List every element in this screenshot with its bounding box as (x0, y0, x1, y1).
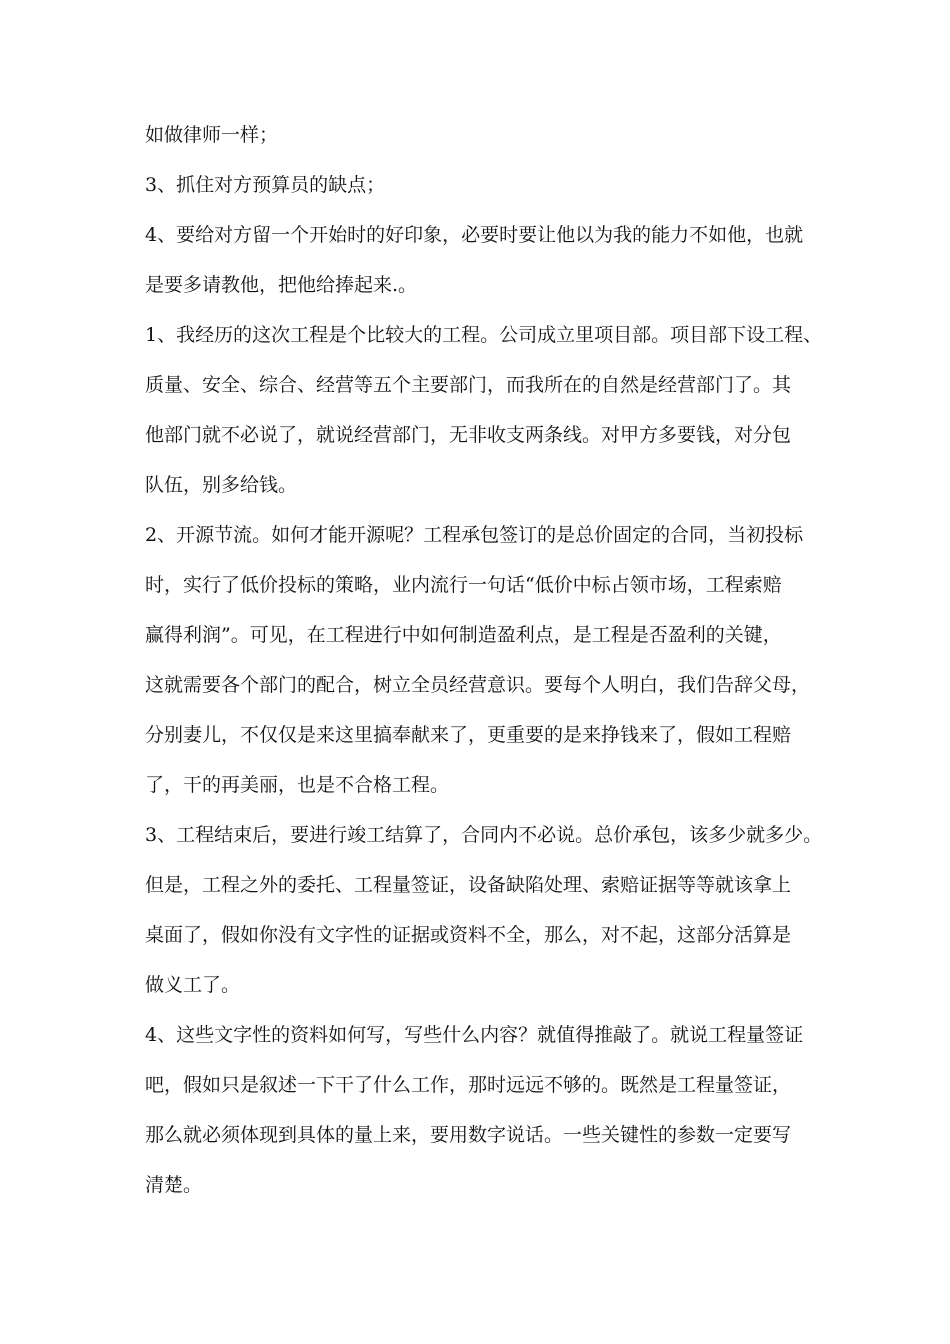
text-line: 4、要给对方留一个开始时的好印象，必要时要让他以为我的能力不如他，也就 (145, 224, 804, 246)
text-line: 时，实行了低价投标的策略，业内流行一句话“低价中标占领市场，工程索赔 (145, 574, 782, 596)
text-line: 这就需要各个部门的配合，树立全员经营意识。要每个人明白，我们告辞父母， (145, 674, 811, 696)
text-line: 队伍，别多给钱。 (145, 474, 298, 496)
text-line: 桌面了，假如你没有文字性的证据或资料不全，那么，对不起，这部分活算是 (145, 924, 792, 946)
text-line: 那么就必须体现到具体的量上来，要用数字说话。一些关键性的参数一定要写 (145, 1124, 792, 1146)
text-line: 是要多请教他，把他给捧起来.。 (145, 274, 418, 296)
text-line: 质量、安全、综合、经营等五个主要部门，而我所在的自然是经营部门了。其 (145, 374, 792, 396)
text-line: 了，干的再美丽，也是不合格工程。 (145, 774, 450, 796)
text-line: 但是，工程之外的委托、工程量签证，设备缺陷处理、索赔证据等等就该拿上 (145, 874, 792, 896)
text-line: 3、工程结束后，要进行竣工结算了，合同内不必说。总价承包，该多少就多少。 (145, 824, 823, 846)
text-line: 如做律师一样； (145, 124, 279, 146)
text-line: 2、开源节流。如何才能开源呢？工程承包签订的是总价固定的合同，当初投标 (145, 524, 804, 546)
text-line: 清楚。 (145, 1174, 203, 1196)
text-line: 赢得利润”。可见，在工程进行中如何制造盈利点，是工程是否盈利的关键， (145, 624, 782, 646)
text-line: 分别妻儿，不仅仅是来这里搞奉献来了，更重要的是来挣钱来了，假如工程赔 (145, 724, 792, 746)
text-line: 3、抓住对方预算员的缺点； (145, 174, 386, 196)
text-line: 做义工了。 (145, 974, 241, 996)
text-line: 他部门就不必说了，就说经营部门，无非收支两条线。对甲方多要钱，对分包 (145, 424, 792, 446)
text-line: 1、我经历的这次工程是个比较大的工程。公司成立里项目部。项目部下设工程、 (145, 324, 823, 346)
text-line: 吧，假如只是叙述一下干了什么工作，那时远远不够的。既然是工程量签证， (145, 1074, 792, 1096)
text-line: 4、这些文字性的资料如何写，写些什么内容？就值得推敲了。就说工程量签证 (145, 1024, 804, 1046)
